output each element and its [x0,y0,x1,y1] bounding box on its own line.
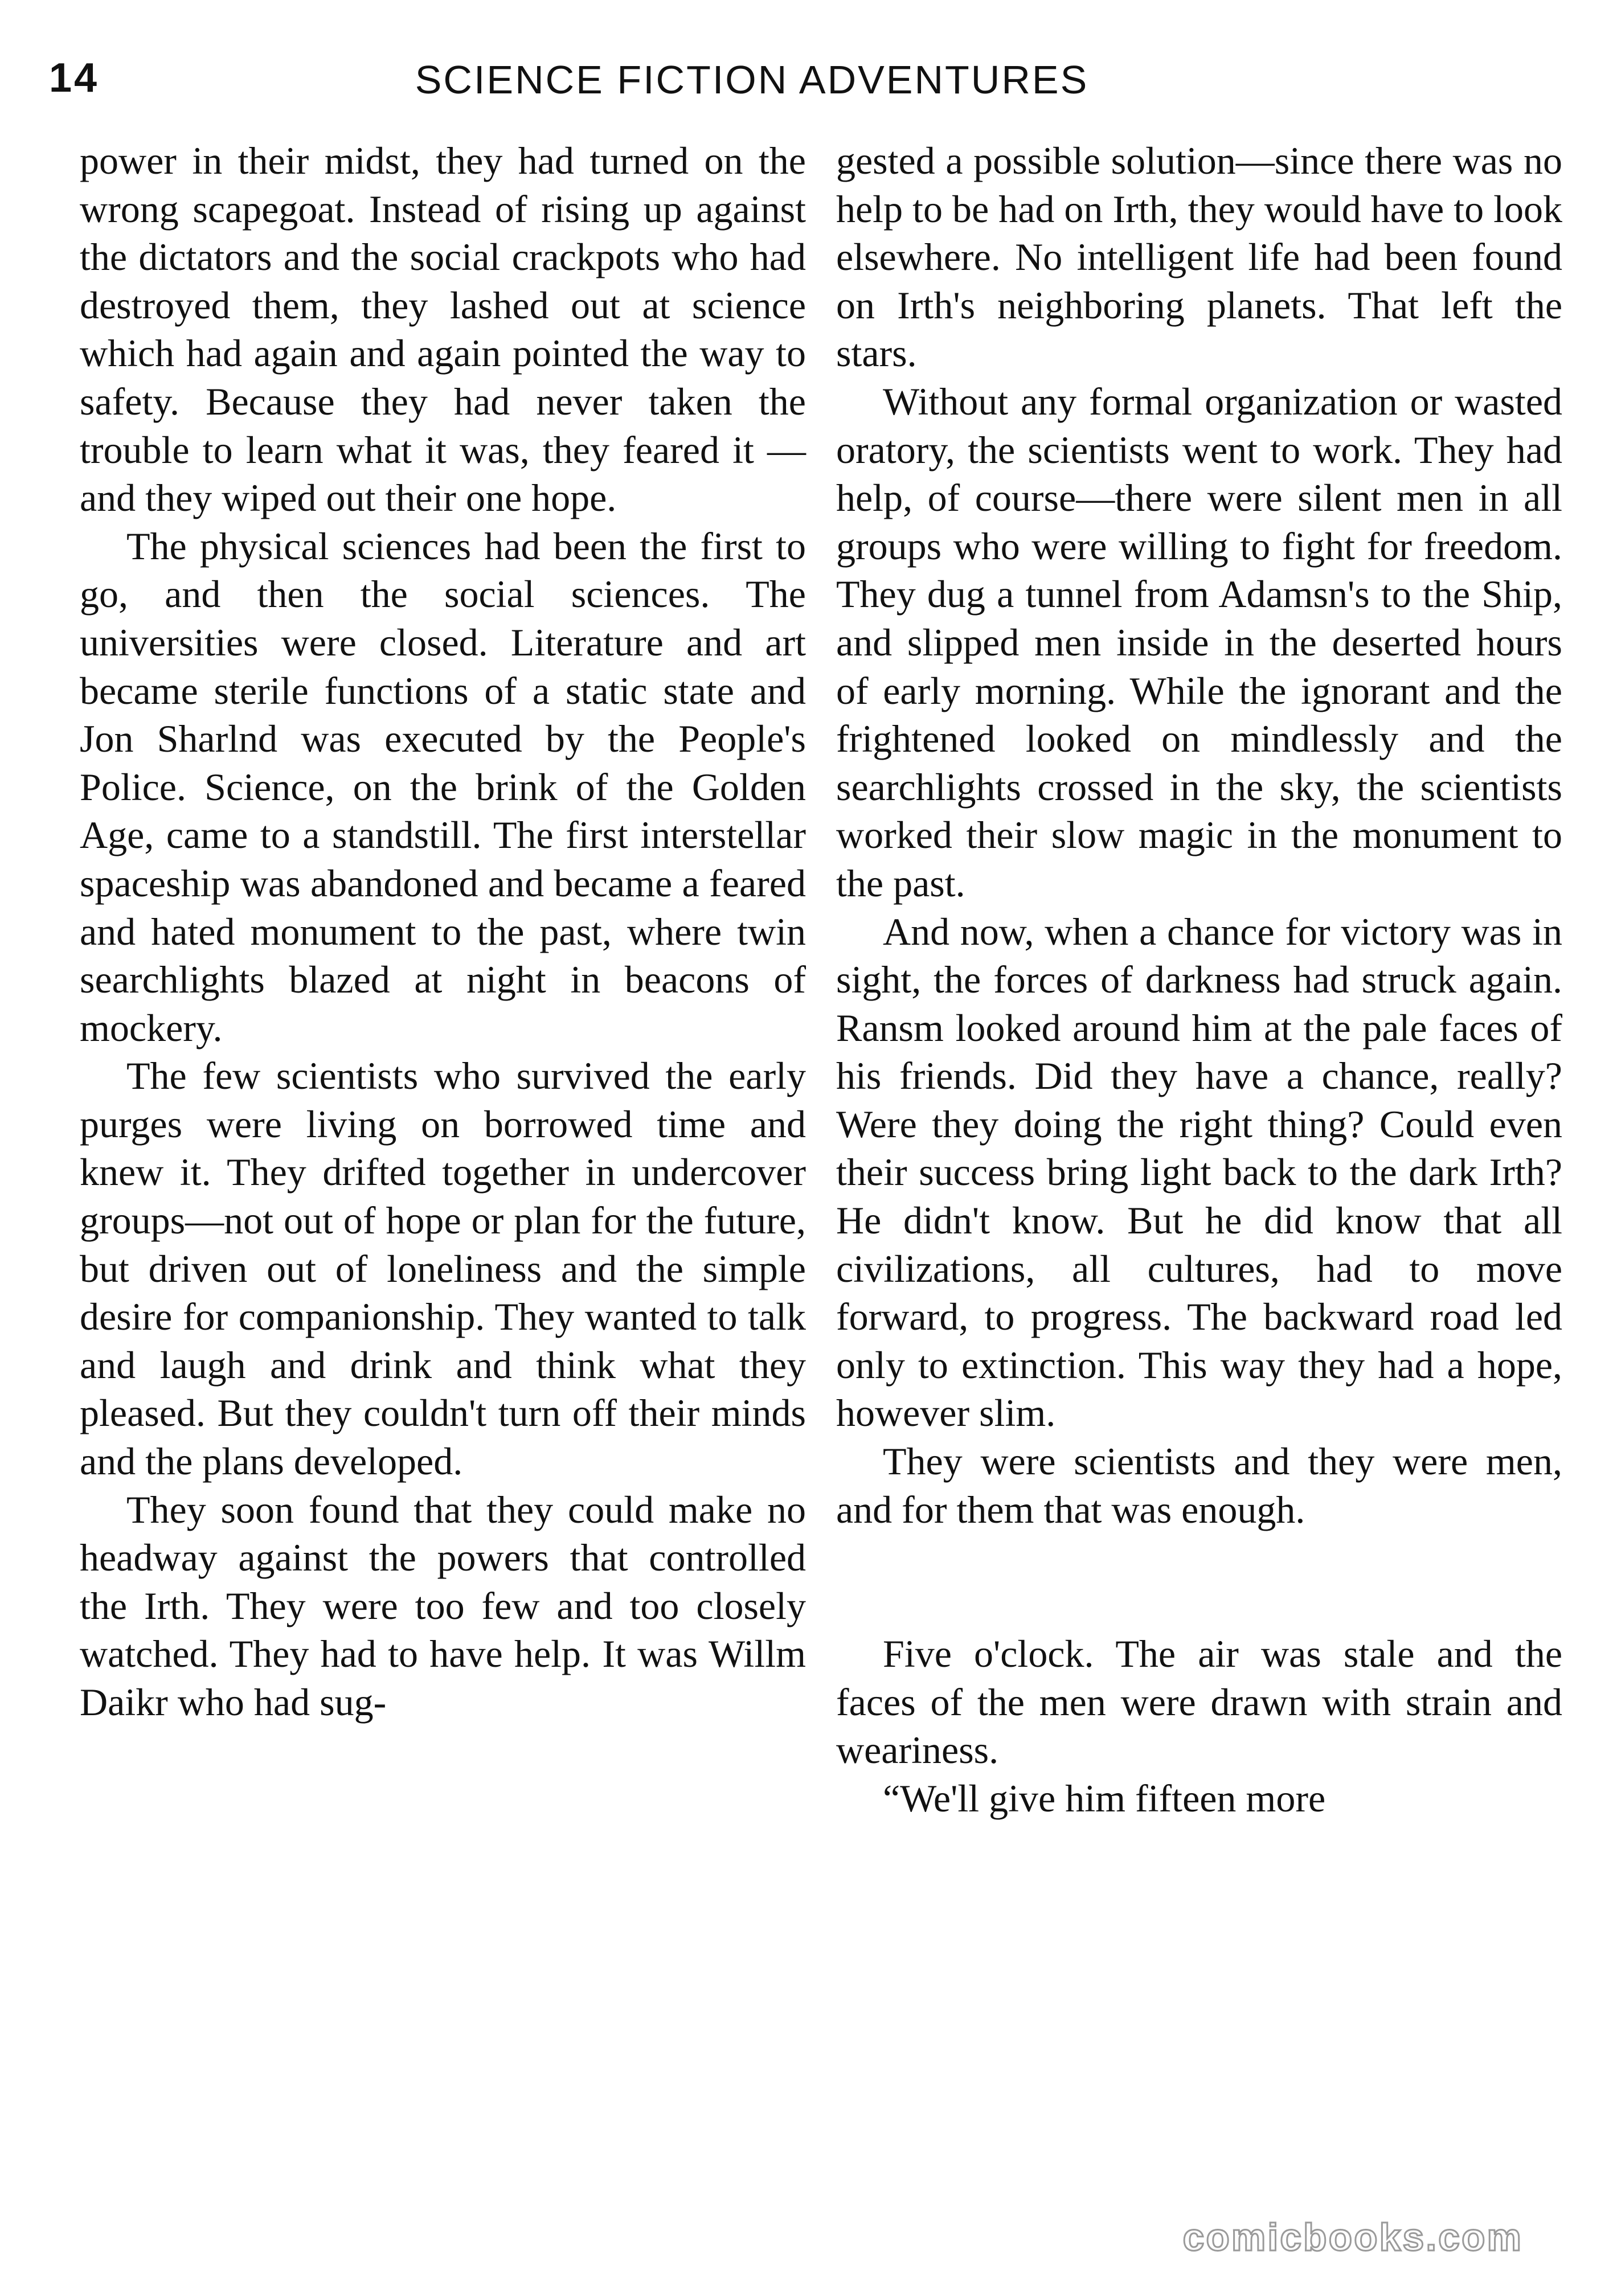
paragraph: gested a possible solution—since there was no help to be had on Irth, they would have to look elsewhere. No intelligent life had been found on Irth's neighboring planets. That left the stars. [836,139,1562,375]
paragraph: “We'll give him fifteen more [883,1777,1326,1820]
paragraph: Five o'clock. The air was stale and the faces of the men were drawn with strain and weariness. [836,1632,1562,1772]
paragraph: power in their midst, they had turned on the wrong scapegoat. Instead of rising up against the dictators and the social crackpots who had destroyed them, they lashed out at science which had again and again pointed the way to safety. Because they had never taken the trouble to learn what it was, they feared it — and they wiped out their one hope. [80,139,806,520]
watermark: comicbooks.com [1182,2216,1523,2259]
paragraph: They were scientists and they were men, and for them that was enough. [836,1440,1562,1531]
left-column [80,137,806,1727]
paragraph: They soon found that they could make no headway against the powers that controlled the Irth. They were too few and too closely watched. They had to have help. It was Willm Daikr who had sug- [80,1487,806,1724]
paragraph: Without any formal organization or wasted oratory, the scientists went to work. They had help, of course—there were silent men in all groups who were willing to fight for freedom. They dug a tunnel from Adamsn's to the Ship, and slipped men inside in the deserted hours of early morning. While the ignorant and the frightened looked on mindlessly and the searchlights crossed in the sky, the scientists worked their slow magic in the monument to the past. [836,379,1562,905]
paragraph: The few scientists who survived the early purges were living on borrowed time and knew it. They drifted together in undercover groups—not out of hope or plan for the future, but driven out of loneliness and the simple desire for companionship. They wanted to talk and laugh and drink and think what they pleased. But they couldn't turn off their minds and the plans developed. [80,1054,806,1483]
paragraph: The physical sciences had been the first to go, and then the social sciences. The universities were closed. Literature and art became sterile functions of a static state and Jon Sharlnd was executed by the People's Police. Science, on the brink of the Golden Age, came to a standstill. The first interstellar spaceship was abandoned and became a feared and hated monument to the past, where twin searchlights blazed at night in beacons of mockery. [80,524,806,1049]
paragraph: And now, when a chance for victory was in sight, the forces of darkness had struck again. Ransm looked around him at the pale faces of his friends. Did they have a chance, really? Were they doing the right thing? Could even their success bring light back to the dark Irth? He didn't know. But he did know that all civilizations, all cultures, had to move forward, to progress. The backward road led only to extinction. This way they had a hope, however slim. [836,909,1562,1435]
page-number: 14 [49,55,100,101]
running-title: SCIENCE FICTION ADVENTURES [415,58,1089,102]
right-column [836,137,1562,1823]
